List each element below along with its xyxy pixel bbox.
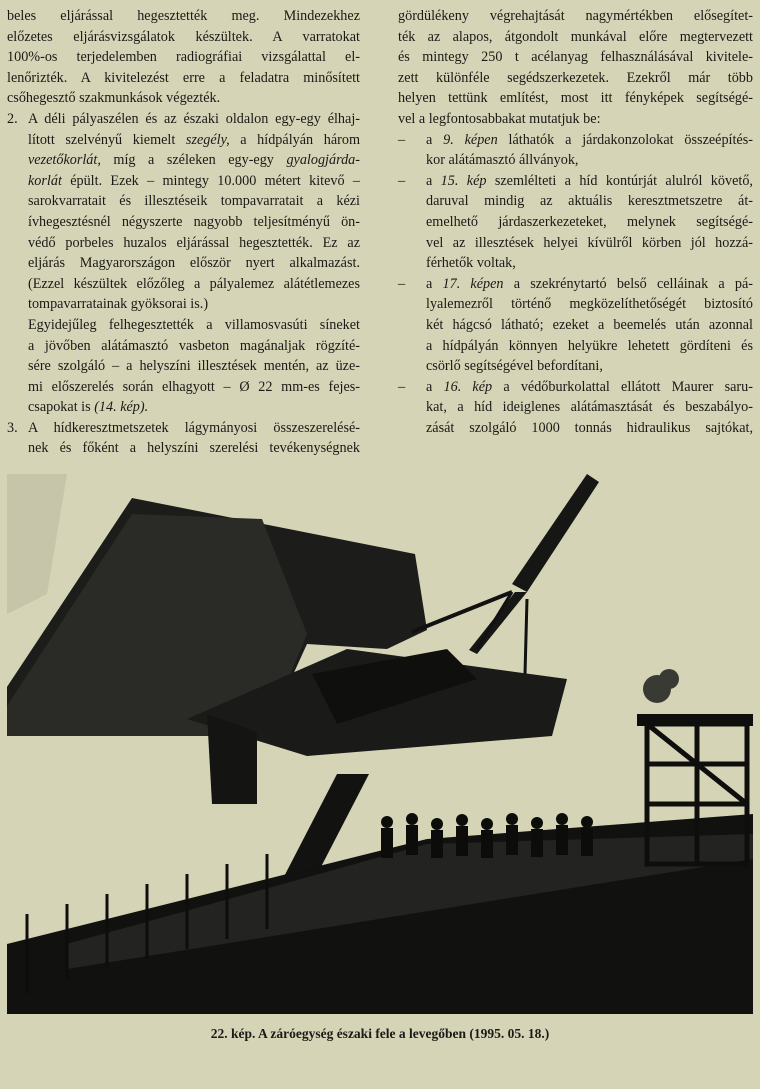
text-line [398,274,753,295]
photo-caption: 22. kép. A záróegység északi fele a levegőben (1995. 05. 18.) [210,1026,550,1041]
text-line-content: nek és főként a helyszíni szerelési tevékenységnek [28,440,360,457]
text-line-content: a 16. kép a védőburkolattal ellátott Maurer saru- [426,378,753,395]
text-line-content: ték az alapos, átgondolt munkával előre megtervezett [398,28,753,45]
right-column [398,6,753,438]
text-line-content: emelhető járdaszerkezeteket, melynek segítségé- [426,213,753,230]
text-line [7,233,360,254]
text-line [398,68,753,89]
text-line [7,130,360,151]
text-line-content: férhetők voltak, [426,255,516,272]
text-line-content: daruval mindig az aktuális keresztmetszetre át- [426,193,753,210]
text-line-content: zását szolgáló 1000 tonnás hidraulikus sajtókat, [426,419,753,436]
text-line-content: eljárás Magyarországon először nyert alkalmazást. [28,255,360,272]
text-line [398,109,753,130]
text-line [7,336,360,357]
text-line-content: kat, a híd ideiglenes alátámasztását és beszabályo- [426,399,753,416]
text-line-content: vezetőkorlát, míg a széleken egy-egy gyalogjárda- [28,152,360,169]
text-line [7,27,360,48]
list-dash: – [398,172,406,189]
text-line-content: helyen tettünk említést, most itt fényképek segítségé- [398,90,753,107]
text-line [398,233,753,254]
text-line-content: sarokvarratait és illesztéseik tompavarratait a kézi [28,193,360,210]
text-line-content: zett különféle segédszerkezetek. Ezekről már több [398,69,753,86]
text-line-content: lyalemezről történő megközelíthetőségét biztosító [426,296,753,313]
text-line [7,191,360,212]
left-column [7,6,360,459]
text-line-content: sére szolgáló – a helyszíni illesztések mentén, az üze- [28,358,360,375]
text-line [398,397,753,418]
text-line [398,356,753,377]
text-line-content: a 9. képen láthatók a járdakonzolokat összeépítés- [426,131,753,148]
text-line [7,88,360,109]
text-line-content: 100%-os terjedelemben radiográfiai vizsgálattal el- [7,49,360,66]
text-line [7,212,360,233]
text-line-content: a jövőben alátámasztó vasbeton magánaljak rögzíté- [28,337,360,354]
text-line-content: ívhegesztésnél négyszerte nagyobb teljesítményű ön- [28,213,360,230]
text-line [398,150,753,171]
text-line-content: a hídpályán könnyen helyükre lehetett gördíteni és [426,337,753,354]
text-line-content: A déli pályaszélen és az északi oldalon egy-egy élhaj- [28,110,360,127]
text-line [7,150,360,171]
text-line [398,418,753,439]
text-line-content: előzetes eljárásvizsgálatok készültek. A varratokat [7,28,360,45]
text-line-content: vel az illesztések helyei kívülről körben jól hozzá- [426,234,753,251]
text-line [398,130,753,151]
text-line-content: korlát épült. Ezek – mintegy 10.000 métert kitevő – [28,172,360,189]
list-number: 3. [7,419,18,436]
text-line [398,47,753,68]
text-line-content: lított szelvényű kiemelt szegély, a hídpályán három [28,131,360,148]
text-line-content: két hágcsó látható; ezeket a beemelés után azonnal [426,316,753,333]
text-line [7,438,360,459]
text-line [398,212,753,233]
text-line [7,377,360,398]
text-line [7,397,360,418]
text-line [7,171,360,192]
text-line [398,27,753,48]
text-line-content: vel a legfontosabbakat mutatjuk be: [398,110,601,127]
text-line [7,253,360,274]
text-line [398,6,753,27]
list-dash: – [398,131,406,148]
text-line [398,171,753,192]
text-line [398,294,753,315]
text-line [398,336,753,357]
text-line [7,6,360,27]
list-dash: – [398,275,406,292]
text-line-content: kor alátámasztó állványok, [426,152,579,169]
text-line [7,109,360,130]
text-line-content: csőhegesztő szakmunkások végezték. [7,90,221,107]
list-dash: – [398,378,406,395]
text-line-content: csapokat is (14. kép). [28,399,149,416]
text-line-content: mi előszerelés során elhagyott – Ø 22 mm-es fejes- [28,378,360,395]
text-line-content: a 17. képen a szekrénytartó belső celláinak a pá- [426,275,753,292]
text-line-content: védő porbeles huzalos eljárással hegesztették. Ez az [28,234,360,251]
list-number: 2. [7,110,18,127]
text-line [7,274,360,295]
text-line-content: (Ezzel készültek előzőleg a pályalemez alátétlemezes [28,275,360,292]
text-line-content: tompavarratainak gyöksorai is.) [28,296,209,313]
text-line-content: Egyidejűleg felhegesztették a villamosvasúti síneket [28,316,360,333]
bridge-photo [7,474,753,1014]
text-line [7,68,360,89]
text-line [398,88,753,109]
text-line [7,315,360,336]
text-line-content: csörlő segítségével befordítani, [426,358,603,375]
text-line-content: gördülékeny végrehajtását nagymértékben elősegítet- [398,8,753,24]
text-line [7,356,360,377]
text-line [398,377,753,398]
text-line-content: lenőrizték. A kivitelezést erre a feladatra minősített [7,69,360,86]
text-line-content: beles eljárással hegesztették meg. Mindezekhez [7,8,360,24]
bridge-lifting-photo-image [7,474,753,1014]
text-line [7,294,360,315]
text-line-content: a 15. kép szemlélteti a híd kontúrját alulról követő, [426,172,753,189]
text-line [398,191,753,212]
text-line [7,47,360,68]
text-line [7,418,360,439]
text-line [398,253,753,274]
text-line [398,315,753,336]
text-line-content: és mintegy 250 t acélanyag felhasználásával kivitele- [398,49,753,66]
text-line-content: A hídkeresztmetszetek lágymányosi összeszerelésé- [28,419,360,436]
